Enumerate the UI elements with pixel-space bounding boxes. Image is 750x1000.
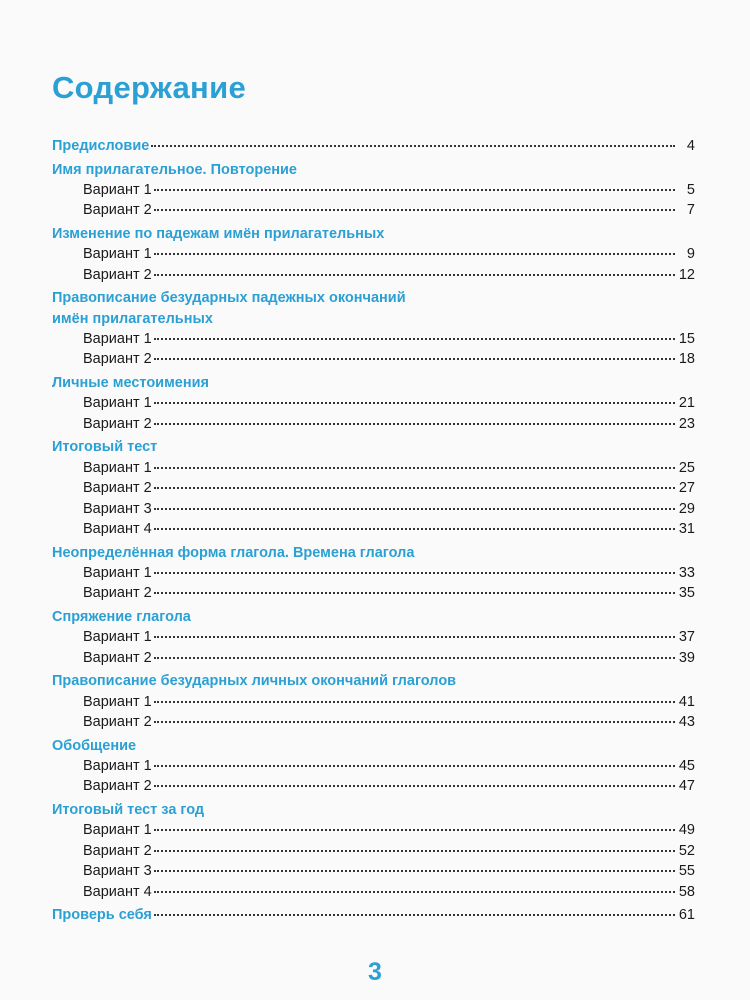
toc-label: Вариант 2 (83, 842, 152, 859)
toc-page-number: 43 (678, 714, 695, 731)
toc-page-number: 7 (686, 202, 695, 219)
toc-section-heading (52, 671, 695, 691)
toc-entry (52, 349, 695, 369)
toc-page-number: 55 (678, 863, 695, 880)
toc-page-number: 39 (678, 649, 695, 666)
toc-page-number: 23 (678, 415, 695, 432)
toc-label: Обобщение (52, 737, 137, 754)
toc-page-number: 12 (678, 266, 695, 283)
dot-leader (154, 636, 675, 638)
toc-page-number: 5 (686, 181, 695, 198)
toc-page-number: 49 (678, 822, 695, 839)
dot-leader (154, 657, 675, 659)
toc-entry (52, 776, 695, 796)
toc-section-heading (52, 543, 695, 563)
toc-label: Вариант 1 (83, 331, 152, 348)
toc-page-number: 45 (678, 758, 695, 775)
toc-entry (52, 478, 695, 498)
toc-section-heading (52, 160, 695, 180)
toc-label: Вариант 3 (83, 500, 152, 517)
toc-label: Вариант 2 (83, 585, 152, 602)
toc-label: Вариант 2 (83, 480, 152, 497)
toc-page-number: 41 (678, 693, 695, 710)
toc-label: Вариант 2 (83, 202, 152, 219)
toc-label: Изменение по падежам имён прилагательных (52, 225, 385, 242)
toc-entry (52, 180, 695, 200)
dot-leader (154, 829, 675, 831)
toc-entry (52, 648, 695, 668)
toc-label: Вариант 1 (83, 459, 152, 476)
toc-label: Предисловие (52, 138, 150, 154)
toc-page-number: 15 (678, 331, 695, 348)
dot-leader (154, 572, 675, 574)
toc-page-number: 18 (678, 351, 695, 368)
toc-entry (52, 265, 695, 285)
dot-leader (154, 850, 675, 852)
toc-label: Проверь себя (52, 907, 152, 924)
toc-label: Вариант 2 (83, 351, 152, 368)
dot-leader (154, 701, 675, 703)
table-of-contents (52, 136, 695, 926)
dot-leader (154, 467, 675, 469)
toc-entry (52, 244, 695, 264)
toc-page-number: 21 (678, 395, 695, 412)
toc-section-heading (52, 800, 695, 820)
toc-section-heading (52, 607, 695, 627)
toc-entry (52, 519, 695, 539)
toc-section-heading-continued (52, 309, 695, 329)
dot-leader (154, 487, 675, 489)
toc-entry (52, 200, 695, 220)
toc-section-heading (52, 136, 695, 156)
dot-leader (154, 209, 675, 211)
toc-label: Вариант 1 (83, 758, 152, 775)
toc-page-number: 52 (678, 842, 695, 859)
dot-leader (154, 891, 675, 893)
toc-section-heading (52, 437, 695, 457)
dot-leader (154, 423, 675, 425)
toc-page-number: 61 (678, 907, 695, 924)
toc-label: Вариант 1 (83, 693, 152, 710)
toc-section-heading (52, 224, 695, 244)
dot-leader (151, 145, 675, 147)
toc-page-number: 35 (678, 585, 695, 602)
toc-entry (52, 563, 695, 583)
toc-label: Правописание безударных личных окончаний глаголов (52, 673, 457, 690)
dot-leader (154, 338, 675, 340)
toc-label: Правописание безударных падежных окончаний (52, 290, 406, 307)
toc-label: Вариант 2 (83, 415, 152, 432)
dot-leader (154, 914, 675, 916)
dot-leader (154, 765, 675, 767)
dot-leader (154, 508, 675, 510)
toc-label: Вариант 1 (83, 246, 152, 263)
dot-leader (154, 528, 675, 530)
toc-label: Вариант 1 (83, 181, 152, 198)
toc-label: Вариант 3 (83, 863, 152, 880)
toc-label: Итоговый тест за год (52, 801, 205, 818)
toc-section-heading (52, 288, 695, 308)
toc-label: Вариант 1 (83, 822, 152, 839)
toc-page-number: 4 (686, 138, 695, 154)
toc-page-number: 29 (678, 500, 695, 517)
dot-leader (154, 274, 675, 276)
dot-leader (154, 189, 675, 191)
toc-page-number: 31 (678, 520, 695, 537)
dot-leader (154, 358, 675, 360)
toc-entry (52, 882, 695, 902)
toc-label: Вариант 2 (83, 266, 152, 283)
toc-entry (52, 692, 695, 712)
toc-entry (52, 499, 695, 519)
toc-section-heading (52, 736, 695, 756)
toc-label: Вариант 4 (83, 520, 152, 537)
toc-entry (52, 820, 695, 840)
toc-label: Личные местоимения (52, 375, 210, 392)
toc-page-number: 9 (686, 246, 695, 263)
dot-leader (154, 253, 675, 255)
toc-label: Вариант 2 (83, 778, 152, 795)
toc-label: Вариант 2 (83, 649, 152, 666)
toc-label: Неопределённая форма глагола. Времена глагола (52, 544, 415, 561)
toc-entry (52, 841, 695, 861)
toc-label: Вариант 1 (83, 395, 152, 412)
dot-leader (154, 870, 675, 872)
toc-entry (52, 861, 695, 881)
toc-entry (52, 756, 695, 776)
toc-entry (52, 583, 695, 603)
toc-section-heading (52, 373, 695, 393)
page-title: Содержание (52, 70, 246, 105)
toc-page-number: 25 (678, 459, 695, 476)
toc-entry (52, 329, 695, 349)
toc-entry (52, 414, 695, 434)
toc-entry (52, 712, 695, 732)
dot-leader (154, 785, 675, 787)
toc-label: Имя прилагательное. Повторение (52, 161, 297, 178)
toc-label: Вариант 2 (83, 714, 152, 731)
toc-page-number: 37 (678, 629, 695, 646)
toc-label: Итоговый тест (52, 439, 158, 456)
dot-leader (154, 721, 675, 723)
toc-entry (52, 458, 695, 478)
toc-section-heading (52, 905, 695, 925)
toc-page-number: 27 (678, 480, 695, 497)
toc-page-number: 58 (678, 883, 695, 900)
toc-entry (52, 393, 695, 413)
toc-page-number: 33 (678, 564, 695, 581)
toc-entry (52, 627, 695, 647)
toc-label: Вариант 1 (83, 564, 152, 581)
toc-label: Вариант 1 (83, 629, 152, 646)
dot-leader (154, 592, 675, 594)
toc-label: имён прилагательных (52, 310, 213, 327)
toc-page-number: 47 (678, 778, 695, 795)
page-number: 3 (368, 958, 382, 986)
toc-label: Спряжение глагола (52, 608, 191, 625)
dot-leader (154, 402, 675, 404)
toc-label: Вариант 4 (83, 883, 152, 900)
